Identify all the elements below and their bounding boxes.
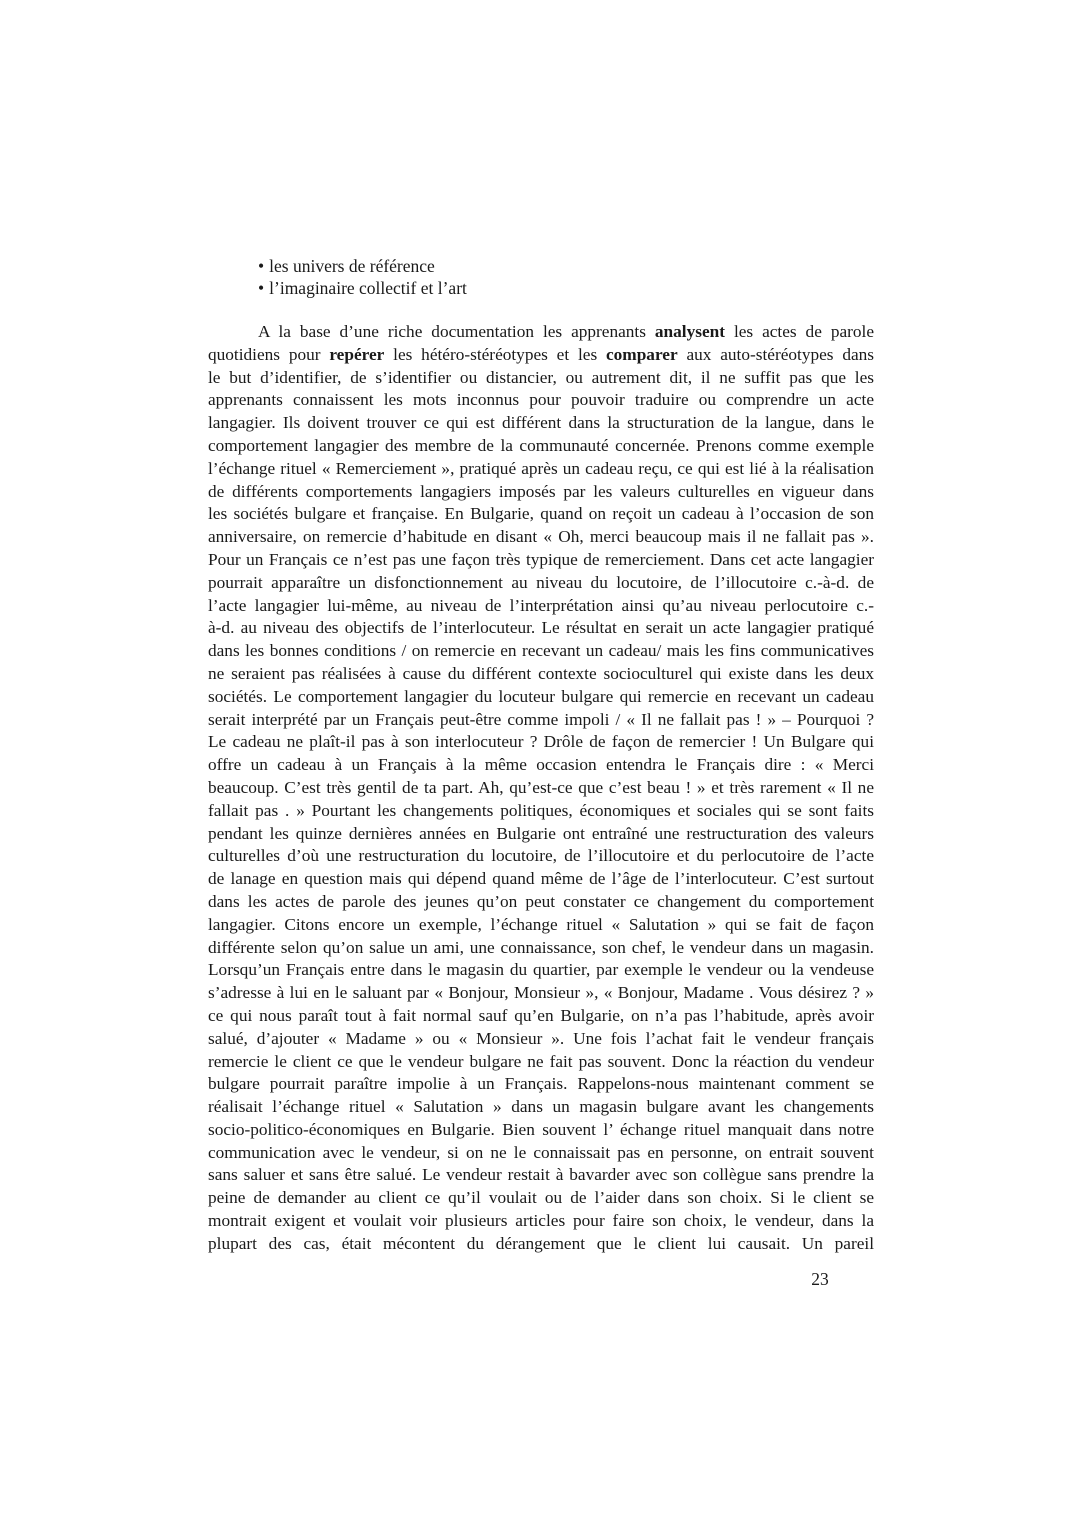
paragraph-line (208, 777, 874, 800)
paragraph-line (208, 1096, 874, 1119)
bullet-icon: • (258, 278, 265, 298)
text-run: pendant les quinze dernières années en Bulgarie ont entraîné une restructuration des valeurs (208, 823, 874, 843)
text-run: sociétés. Le comportement langagier du locuteur bulgare qui remercie en recevant un cadeau (208, 686, 874, 706)
text-run: les actes de parole (725, 322, 874, 341)
paragraph-line (208, 503, 874, 526)
paragraph-line (208, 1210, 874, 1233)
text-run: pourrait apparaître un disfonctionnement au niveau du locutoire, de l’illocutoire c.-à-d. de (208, 572, 874, 592)
text-run: réalisait l’échange rituel « Salutation » dans un magasin bulgare avant les changements (208, 1097, 874, 1117)
text-run: de différents comportements langagiers imposés par les valeurs culturelles en vigueur dans (208, 481, 874, 501)
text-run: l’échange rituel « Remerciement », pratiqué après un cadeau reçu, ce qui est lié à la réalisation (208, 458, 874, 478)
paragraph-line (208, 344, 874, 367)
paragraph-line (208, 868, 874, 891)
text-run: l’acte langagier lui-même, au niveau de l’interprétation ainsi qu’au niveau perlocutoire c.- (208, 595, 874, 615)
paragraph-line (208, 412, 874, 435)
text-run: offre un cadeau à un Français à la même occasion entendra le Français dire : « Merci (208, 755, 874, 775)
paragraph-line (208, 891, 874, 914)
paragraph-line (208, 367, 874, 390)
text-run: socio-politico-économiques en Bulgarie. Bien souvent l’ échange rituel manquait dans notre (208, 1119, 874, 1139)
text-run: bulgare pourrait paraître impolie à un Français. Rappelons-nous maintenant comment se (208, 1074, 874, 1094)
paragraph-line (208, 321, 874, 344)
paragraph-line (208, 731, 874, 754)
bold-keyword: repérer (329, 344, 385, 364)
paragraph-line (208, 526, 874, 549)
text-run: dans les bonnes conditions / on remercie en recevant un cadeau/ mais les fins communicatives (208, 641, 874, 661)
paragraph-line (208, 1164, 874, 1187)
paragraph-line (208, 709, 874, 732)
text-run: ne seraient pas réalisées à cause du différent contexte socioculturel qui existe dans les deux (208, 663, 874, 683)
body-paragraph (208, 321, 874, 1256)
paragraph-line (208, 845, 874, 868)
text-run: Le cadeau ne plaît-il pas à son interlocuteur ? Drôle de façon de remercier ! Un Bulgare qui (208, 732, 874, 752)
text-run: beaucoup. C’est très gentil de ta part. Ah, qu’est-ce que c’est beau ! » et très rarement « Il ne (208, 777, 874, 797)
paragraph-line (208, 754, 874, 777)
text-run: langagier. Citons encore un exemple, l’échange rituel « Salutation » qui se fait de façon (208, 914, 874, 934)
paragraph-line (208, 959, 874, 982)
bullet-text: l’imaginaire collectif et l’art (269, 278, 467, 298)
paragraph-line (208, 1028, 874, 1051)
paragraph-line (208, 458, 874, 481)
bullet-item (258, 255, 467, 277)
paragraph-line (208, 617, 874, 640)
text-run: remercie le client ce que le vendeur bulgare ne fait pas souvent. Donc la réaction du vendeur (208, 1051, 874, 1071)
text-run: communication avec le vendeur, si on ne le connaissait pas en personne, on entrait souvent (208, 1142, 874, 1162)
text-run: salué, d’ajouter « Madame » ou « Monsieur ». Une fois l’achat fait le vendeur français (208, 1028, 874, 1048)
page-number: 23 (811, 1269, 829, 1289)
text-run: culturelles d’où une restructuration du locutoire, de l’illocutoire et du perlocutoire de l’acte (208, 846, 874, 866)
text-run: apprenants connaissent les mots inconnus pour pouvoir traduire ou comprendre un acte (208, 390, 874, 410)
text-run: montrait exigent et voulait voir plusieurs articles pour faire son choix, le vendeur, dans la (208, 1211, 874, 1231)
text-run: Lorsqu’un Français entre dans le magasin du quartier, par exemple le vendeur ou la vendeuse (208, 960, 874, 980)
text-run: de lanage en question mais qui dépend quand même de l’âge de l’interlocuteur. C’est surtout (208, 869, 874, 889)
paragraph-line (208, 1233, 874, 1256)
text-run: les hétéro-stéréotypes et les (384, 344, 606, 364)
text-run: s’adresse à lui en le saluant par « Bonjour, Monsieur », « Bonjour, Madame . Vous désirez ? » (208, 983, 874, 1003)
text-run: quotidiens pour (208, 344, 330, 364)
text-run: aux auto-stéréotypes dans (677, 344, 874, 364)
text-run: dans les actes de parole des jeunes qu’on peut constater ce changement du comportement (208, 891, 874, 911)
bold-keyword: analysent (654, 322, 725, 341)
paragraph-line (208, 663, 874, 686)
paragraph-line (208, 389, 874, 412)
paragraph-line (208, 572, 874, 595)
paragraph-line (208, 1187, 874, 1210)
paragraph-line (208, 481, 874, 504)
bullet-list (258, 255, 467, 299)
text-run: A la base d’une riche documentation les apprenants (258, 322, 655, 341)
bullet-item (258, 277, 467, 299)
paragraph-line (208, 595, 874, 618)
bold-keyword: comparer (605, 344, 678, 364)
text-run: les sociétés bulgare et française. En Bulgarie, quand on reçoit un cadeau à l’occasion de son (208, 504, 874, 524)
text-run: fallait pas . » Pourtant les changements politiques, économiques et sociales qui se sont faits (208, 800, 874, 820)
text-run: plupart des cas, était mécontent du dérangement que le client lui causait. Un pareil (208, 1233, 874, 1253)
paragraph-line (208, 435, 874, 458)
text-run: à-d. au niveau des objectifs de l’interlocuteur. Le résultat en serait un acte langagier pratiqué (208, 618, 874, 638)
paragraph-line (208, 686, 874, 709)
paragraph-line (208, 1051, 874, 1074)
paragraph-line (208, 549, 874, 572)
text-run: sans saluer et sans être salué. Le vendeur restait à bavarder avec son collègue sans prendre la (208, 1165, 874, 1185)
text-run: langagier. Ils doivent trouver ce qui est différent dans la structuration de la langue, dans le (208, 413, 874, 433)
text-run: peine de demander au client ce qu’il voulait ou de l’aider dans son choix. Si le client se (208, 1188, 874, 1208)
paragraph-line (208, 823, 874, 846)
text-run: Pour un Français ce n’est pas une façon très typique de remerciement. Dans cet acte langagier (208, 549, 874, 569)
paragraph-line (208, 1142, 874, 1165)
bullet-icon: • (258, 256, 265, 276)
paragraph-line (208, 800, 874, 823)
text-run: anniversaire, on remercie d’habitude en disant « Oh, merci beaucoup mais il ne fallait pas ». (208, 527, 874, 547)
text-run: serait interprété par un Français peut-être comme impoli / « Il ne fallait pas ! » – Pourquoi ? (208, 709, 874, 729)
paragraph-line (208, 937, 874, 960)
bullet-text: les univers de référence (269, 256, 435, 276)
paragraph-line (208, 1119, 874, 1142)
paragraph-line (208, 914, 874, 937)
paragraph-line (208, 1073, 874, 1096)
text-run: le but d’identifier, de s’identifier ou distancier, ou autrement dit, il ne suffit pas que les (208, 367, 874, 387)
text-run: différente selon qu’on salue un ami, une connaissance, son chef, le vendeur dans un magasin. (208, 937, 874, 957)
text-run: comportement langagier des membre de la communauté concernée. Prenons comme exemple (208, 435, 874, 455)
paragraph-line (208, 982, 874, 1005)
paragraph-line (208, 640, 874, 663)
paragraph-line (208, 1005, 874, 1028)
text-run: ce qui nous paraît tout à fait normal sauf qu’en Bulgarie, on n’a pas l’habitude, après avoir (208, 1005, 874, 1025)
